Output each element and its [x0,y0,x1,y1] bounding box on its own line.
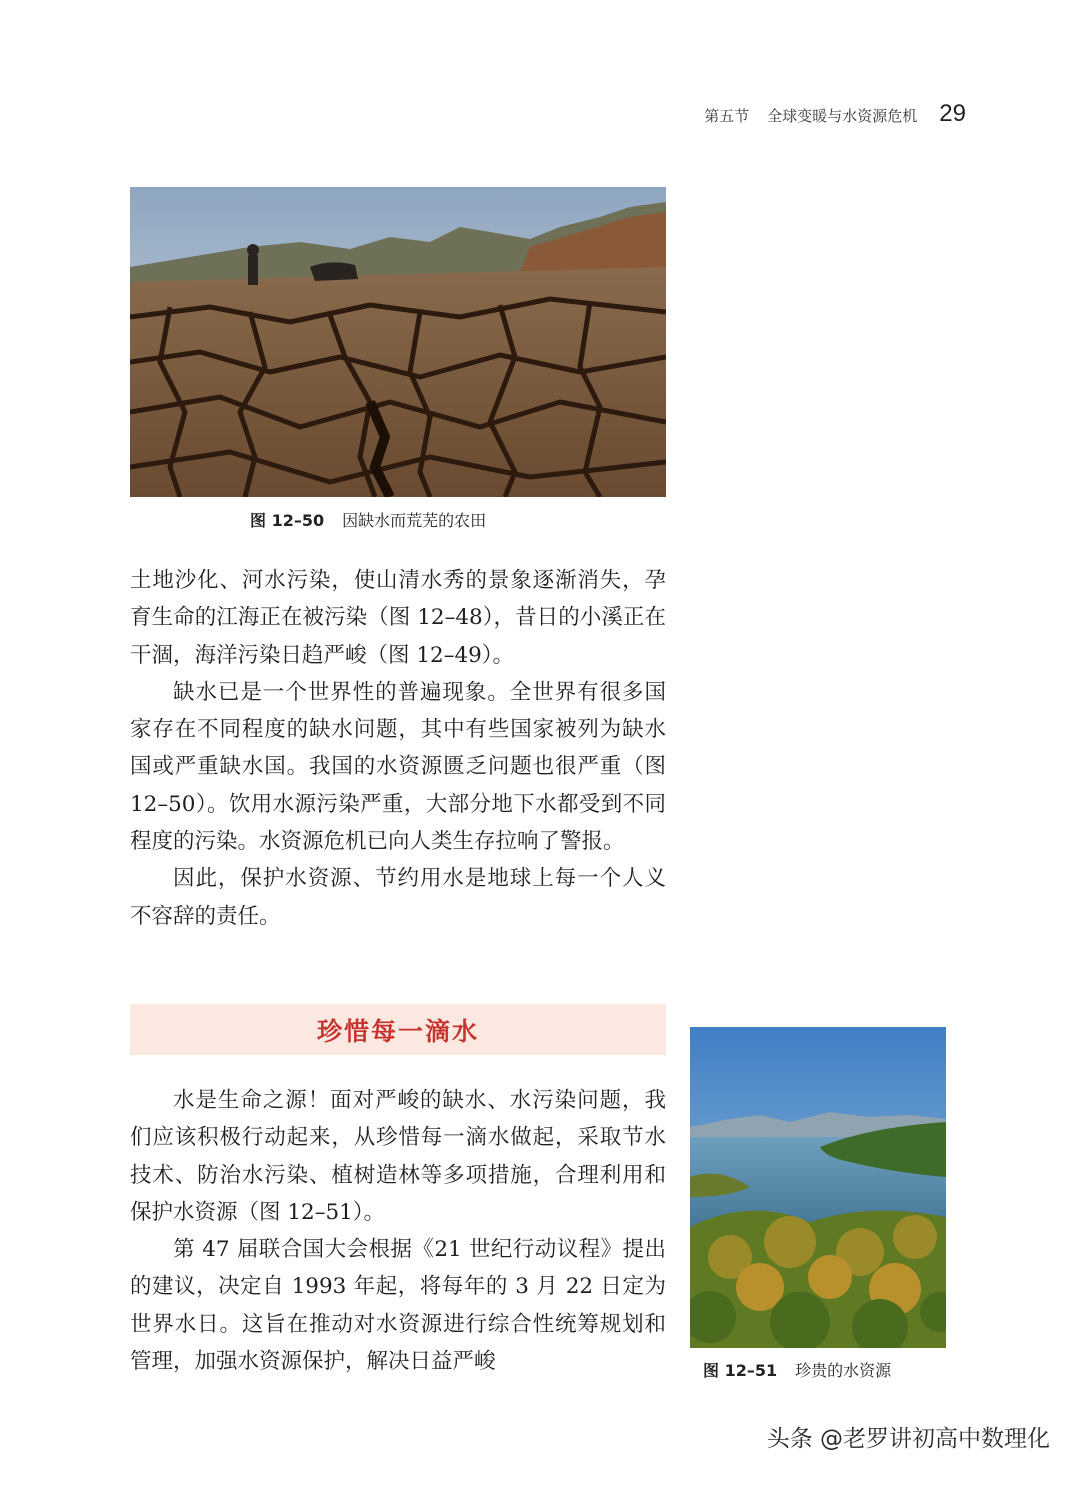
running-header [704,100,966,128]
paragraph: 因此，保护水资源、节约用水是地球上每一个人义不容辞的责任。 [130,866,666,929]
lake-landscape-image [690,1027,946,1348]
cracked-farmland-photo [130,187,666,497]
body-text-block-b [130,1082,666,1380]
cracked-farmland-image [130,187,666,497]
watermark-text: 头条 @老罗讲初高中数理化 [766,1426,1050,1452]
section-heading-banner [130,1004,666,1055]
paragraph: 缺水已是一个世界性的普遍现象。全世界有很多国家存在不同程度的缺水问题，其中有些国家被列为缺水国或严重缺水国。我国的水资源匮乏问题也很严重（图 12–50）。饮用水源污染严重，大部分地下水都受到不同程度的污染。水资源危机已向人类生存拉响了警报。 [130,679,666,855]
header-section: 第五节 [704,107,750,125]
figure-caption-text: 因缺水而荒芜的农田 [342,511,487,530]
lake-landscape-photo [690,1027,946,1348]
body-text-block-a [130,562,666,935]
figure-caption-text: 珍贵的水资源 [795,1361,892,1380]
page-number: 29 [939,100,966,127]
paragraph: 第 47 届联合国大会根据《21 世纪行动议程》提出的建议，决定自 1993 年起，将每年的 3 月 22 日定为世界水日。这旨在推动对水资源进行综合性统筹规划和管理，加强水资源保护，解决日益严峻 [130,1237,666,1375]
section-title: 珍惜每一滴水 [316,1016,479,1046]
figure-label: 图 12–50 [250,511,325,530]
paragraph: 水是生命之源！面对严峻的缺水、水污染问题，我们应该积极行动起来，从珍惜每一滴水做起，采取节水技术、防治水污染、植树造林等多项措施，合理利用和保护水资源（图 12–51）。 [130,1088,666,1225]
figure-caption-12-51 [703,1358,891,1381]
paragraph: 土地沙化、河水污染，使山清水秀的景象逐渐消失，孕育生命的江海正在被污染（图 12–48），昔日的小溪正在干涸，海洋污染日趋严峻（图 12–49）。 [130,568,666,668]
figure-label: 图 12–51 [703,1361,778,1380]
header-title: 全球变暖与水资源危机 [767,107,918,125]
figure-caption-12-50 [250,508,486,531]
